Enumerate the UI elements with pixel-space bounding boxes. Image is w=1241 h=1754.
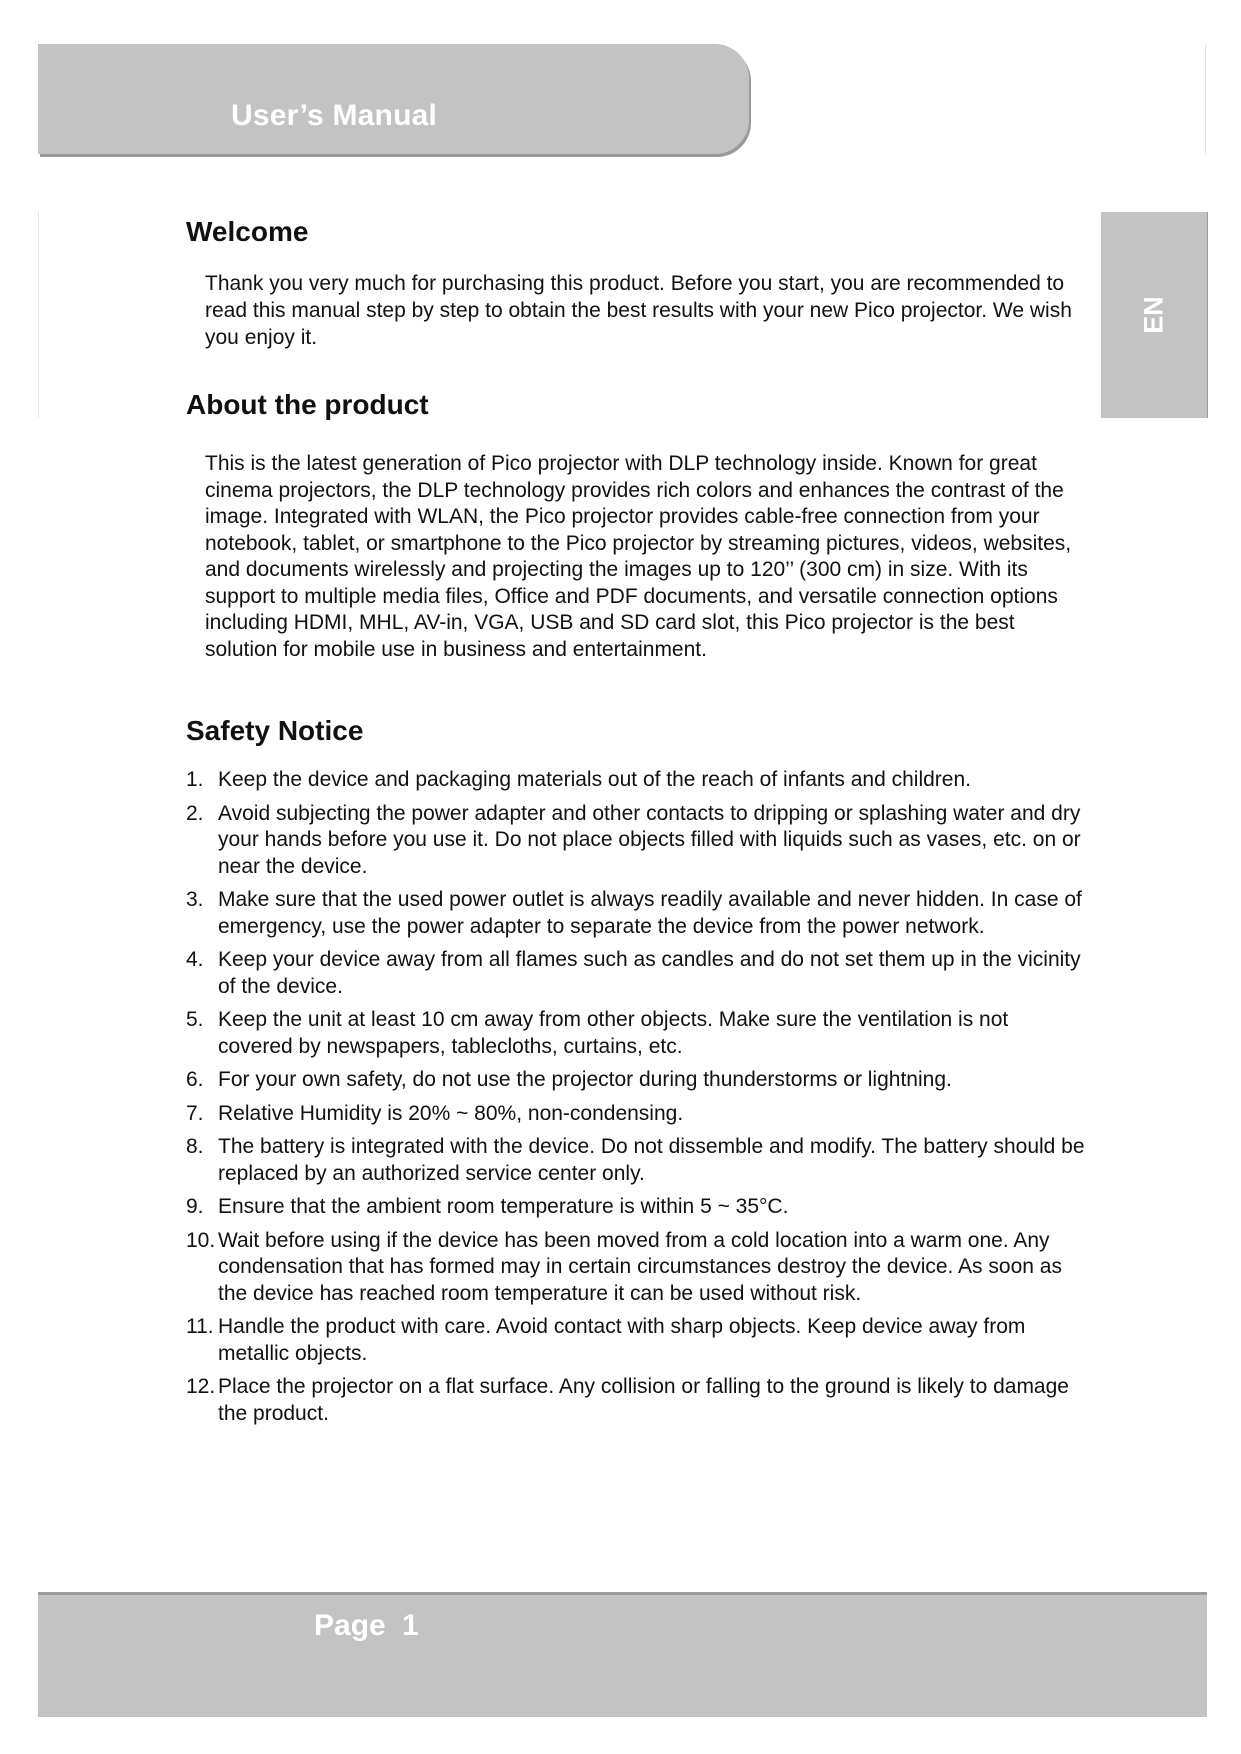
safety-item-text: Make sure that the used power outlet is always readily available and never hidden. In case of emergency, use the power adapter to separate the device from the power network. (218, 888, 1082, 938)
safety-item (186, 1134, 1086, 1187)
about-paragraph: This is the latest generation of Pico projector with DLP technology inside. Known for great cinema projectors, the DLP technology provides rich colors and enhances the contrast of the image. Integrated with WLAN, the Pico projector provides cable-free connection from your notebook, tablet, or smartphone to the Pico projector by streaming pictures, videos, websites, and documents wirelessly and projecting the images up to 120’’ (300 cm) in size. With its support to multiple media files, Office and PDF documents, and versatile connection options including HDMI, MHL, AV-in, VGA, USB and SD card slot, this Pico projector is the best solution for mobile use in business and entertainment. (205, 452, 1072, 661)
safety-item (186, 1067, 1086, 1094)
safety-item-number: 3. (186, 888, 204, 911)
language-label: EN (1138, 296, 1169, 334)
divider-right (1205, 44, 1206, 154)
about-heading: About the product (186, 389, 429, 420)
safety-item-text: The battery is integrated with the device. Do not dissemble and modify. The battery should be replaced by an authorized service center only. (218, 1135, 1085, 1185)
safety-item-text: Keep the device and packaging materials out of the reach of infants and children. (218, 768, 971, 791)
safety-item-number: 11. (186, 1315, 214, 1338)
safety-item-number: 5. (186, 1008, 204, 1031)
language-tab (1101, 212, 1208, 418)
safety-item-text: Relative Humidity is 20% ~ 80%, non-condensing. (218, 1101, 684, 1125)
main-content (186, 210, 1086, 1434)
safety-item (186, 1007, 1086, 1060)
safety-item-number: 7. (186, 1101, 204, 1125)
manual-title: User’s Manual (231, 99, 438, 132)
safety-item-text: Place the projector on a flat surface. Any collision or falling to the ground is likely to damage the product. (218, 1375, 1069, 1425)
safety-item-number: 9. (186, 1195, 204, 1218)
safety-item-text: Handle the product with care. Avoid contact with sharp objects. Keep device away from metallic objects. (218, 1315, 1026, 1365)
safety-item-text: Ensure that the ambient room temperature is within 5 ~ 35°C. (218, 1195, 789, 1218)
safety-item-text: Avoid subjecting the power adapter and other contacts to dripping or splashing water and dry your hands before you use it. Do not place objects filled with liquids such as vases, etc. on or near the device. (218, 801, 1081, 878)
safety-item-text: Keep the unit at least 10 cm away from other objects. Make sure the ventilation is not covered by newspapers, tablecloths, curtains, etc. (218, 1008, 1009, 1058)
about-section (186, 383, 1086, 663)
safety-section (186, 709, 1086, 1427)
safety-item-number: 2. (186, 801, 204, 825)
safety-item (186, 1314, 1086, 1367)
safety-item-number: 12. (186, 1375, 216, 1398)
safety-item-number: 1. (186, 768, 204, 791)
divider-left (38, 212, 39, 418)
safety-item (186, 1374, 1086, 1427)
safety-item (186, 801, 1086, 881)
safety-item (186, 767, 1086, 794)
safety-item-number: 4. (186, 948, 204, 971)
safety-item-number: 8. (186, 1135, 204, 1158)
safety-item (186, 1228, 1086, 1308)
safety-item (186, 947, 1086, 1000)
safety-item-text: Wait before using if the device has been moved from a cold location into a warm one. Any condensation that has formed may in certain circumstances destroy the device. As soon as the device has reached room temperature it can be used without risk. (218, 1228, 1062, 1305)
safety-item-number: 6. (186, 1068, 204, 1091)
safety-list (186, 767, 1086, 1427)
welcome-heading: Welcome (186, 216, 309, 247)
safety-item (186, 887, 1086, 940)
safety-item (186, 1101, 1086, 1128)
safety-heading: Safety Notice (186, 715, 364, 746)
page-number: Page 1 (314, 1609, 419, 1642)
footer-band (38, 1592, 1207, 1717)
header-banner (38, 44, 749, 154)
safety-item-text: For your own safety, do not use the projector during thunderstorms or lightning. (218, 1068, 952, 1091)
welcome-section (186, 210, 1086, 351)
safety-item-text: Keep your device away from all flames such as candles and do not set them up in the vicinity of the device. (218, 948, 1081, 998)
safety-item (186, 1194, 1086, 1221)
safety-item-number: 10. (186, 1228, 216, 1252)
welcome-paragraph: Thank you very much for purchasing this product. Before you start, you are recommended to read this manual step by step to obtain the best results with your new Pico projector. We wish you enjoy it. (205, 272, 1072, 349)
